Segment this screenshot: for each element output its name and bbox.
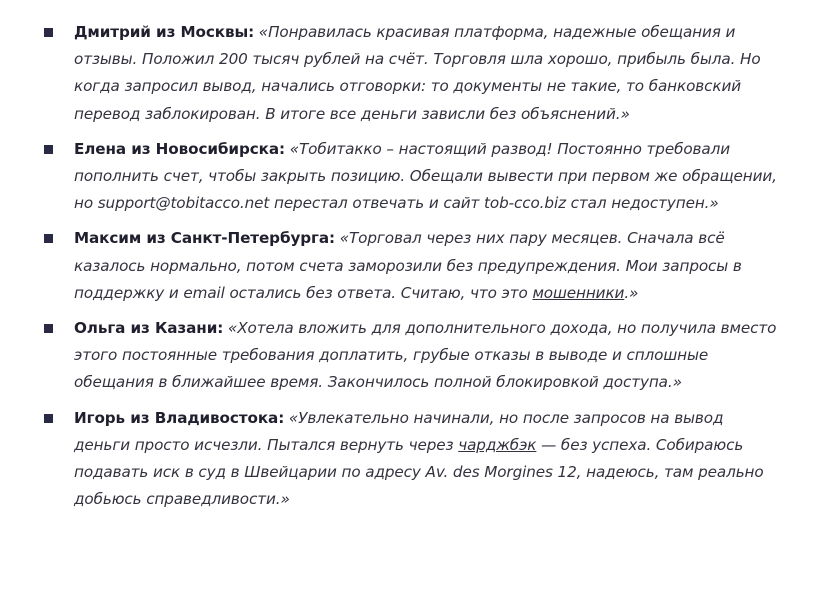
review-author: Дмитрий из Москвы:: [74, 23, 255, 41]
review-item: [0, 225, 824, 307]
square-bullet-icon: [44, 28, 53, 37]
chargeback-link[interactable]: чарджбэк: [458, 435, 537, 454]
review-item: [0, 19, 824, 128]
square-bullet-icon: [44, 145, 53, 154]
square-bullet-icon: [44, 414, 53, 423]
review-item: [0, 315, 824, 397]
square-bullet-icon: [44, 324, 53, 333]
review-quote: «Понравилась красивая платформа, надежные обещания и отзывы. Положил 200 тысяч рублей на счёт. Торговля шла хорошо, прибыль была. Но когда запросил вывод, начались отговорки: то документы не такие, то банковский перевод заблокирован. В итоге все деньги зависли без объяснений.»: [74, 23, 761, 123]
review-author: Игорь из Владивостока:: [74, 408, 285, 427]
review-quote: «Хотела вложить для дополнительного дохода, но получила вместо этого постоянные требования доплатить, грубые отказы в выводе и сплошные обещания в ближайшее время. Закончилось полной блокировкой доступа.»: [74, 319, 777, 392]
review-author: Елена из Новосибирска:: [74, 139, 285, 158]
review-author: Ольга из Казани:: [74, 319, 224, 338]
review-quote: «Тобитакко – настоящий развод! Постоянно требовали пополнить счет, чтобы закрыть позицию. Обещали вывести при первом же обращении, но support@tobitacco.net перестал отвечать и сайт tob-cco.biz стал недоступен.»: [74, 139, 777, 213]
scammers-link[interactable]: мошенники: [532, 283, 625, 302]
review-quote-text: «Увлекательно начинали, но после запросов на вывод деньги просто исчезли. Пытался вернуть через: [74, 408, 724, 454]
review-item: [0, 405, 824, 514]
review-quote-text-end: .»: [624, 283, 639, 302]
review-author: Максим из Санкт-Петербурга:: [74, 229, 335, 248]
review-quote-text-end: — без успеха. Собираюсь подавать иск в суд в Швейцарии по адресу Av. des Morgines 12, надеюсь, там реально добьюсь справедливости.»: [74, 435, 764, 509]
review-item: [0, 136, 824, 218]
review-quote-text: «Торговал через них пару месяцев. Сначала всё казалось нормально, потом счета заморозили без предупреждения. Мои запросы в поддержку и email остались без ответа. Считаю, что это: [74, 229, 742, 302]
square-bullet-icon: [44, 234, 53, 243]
